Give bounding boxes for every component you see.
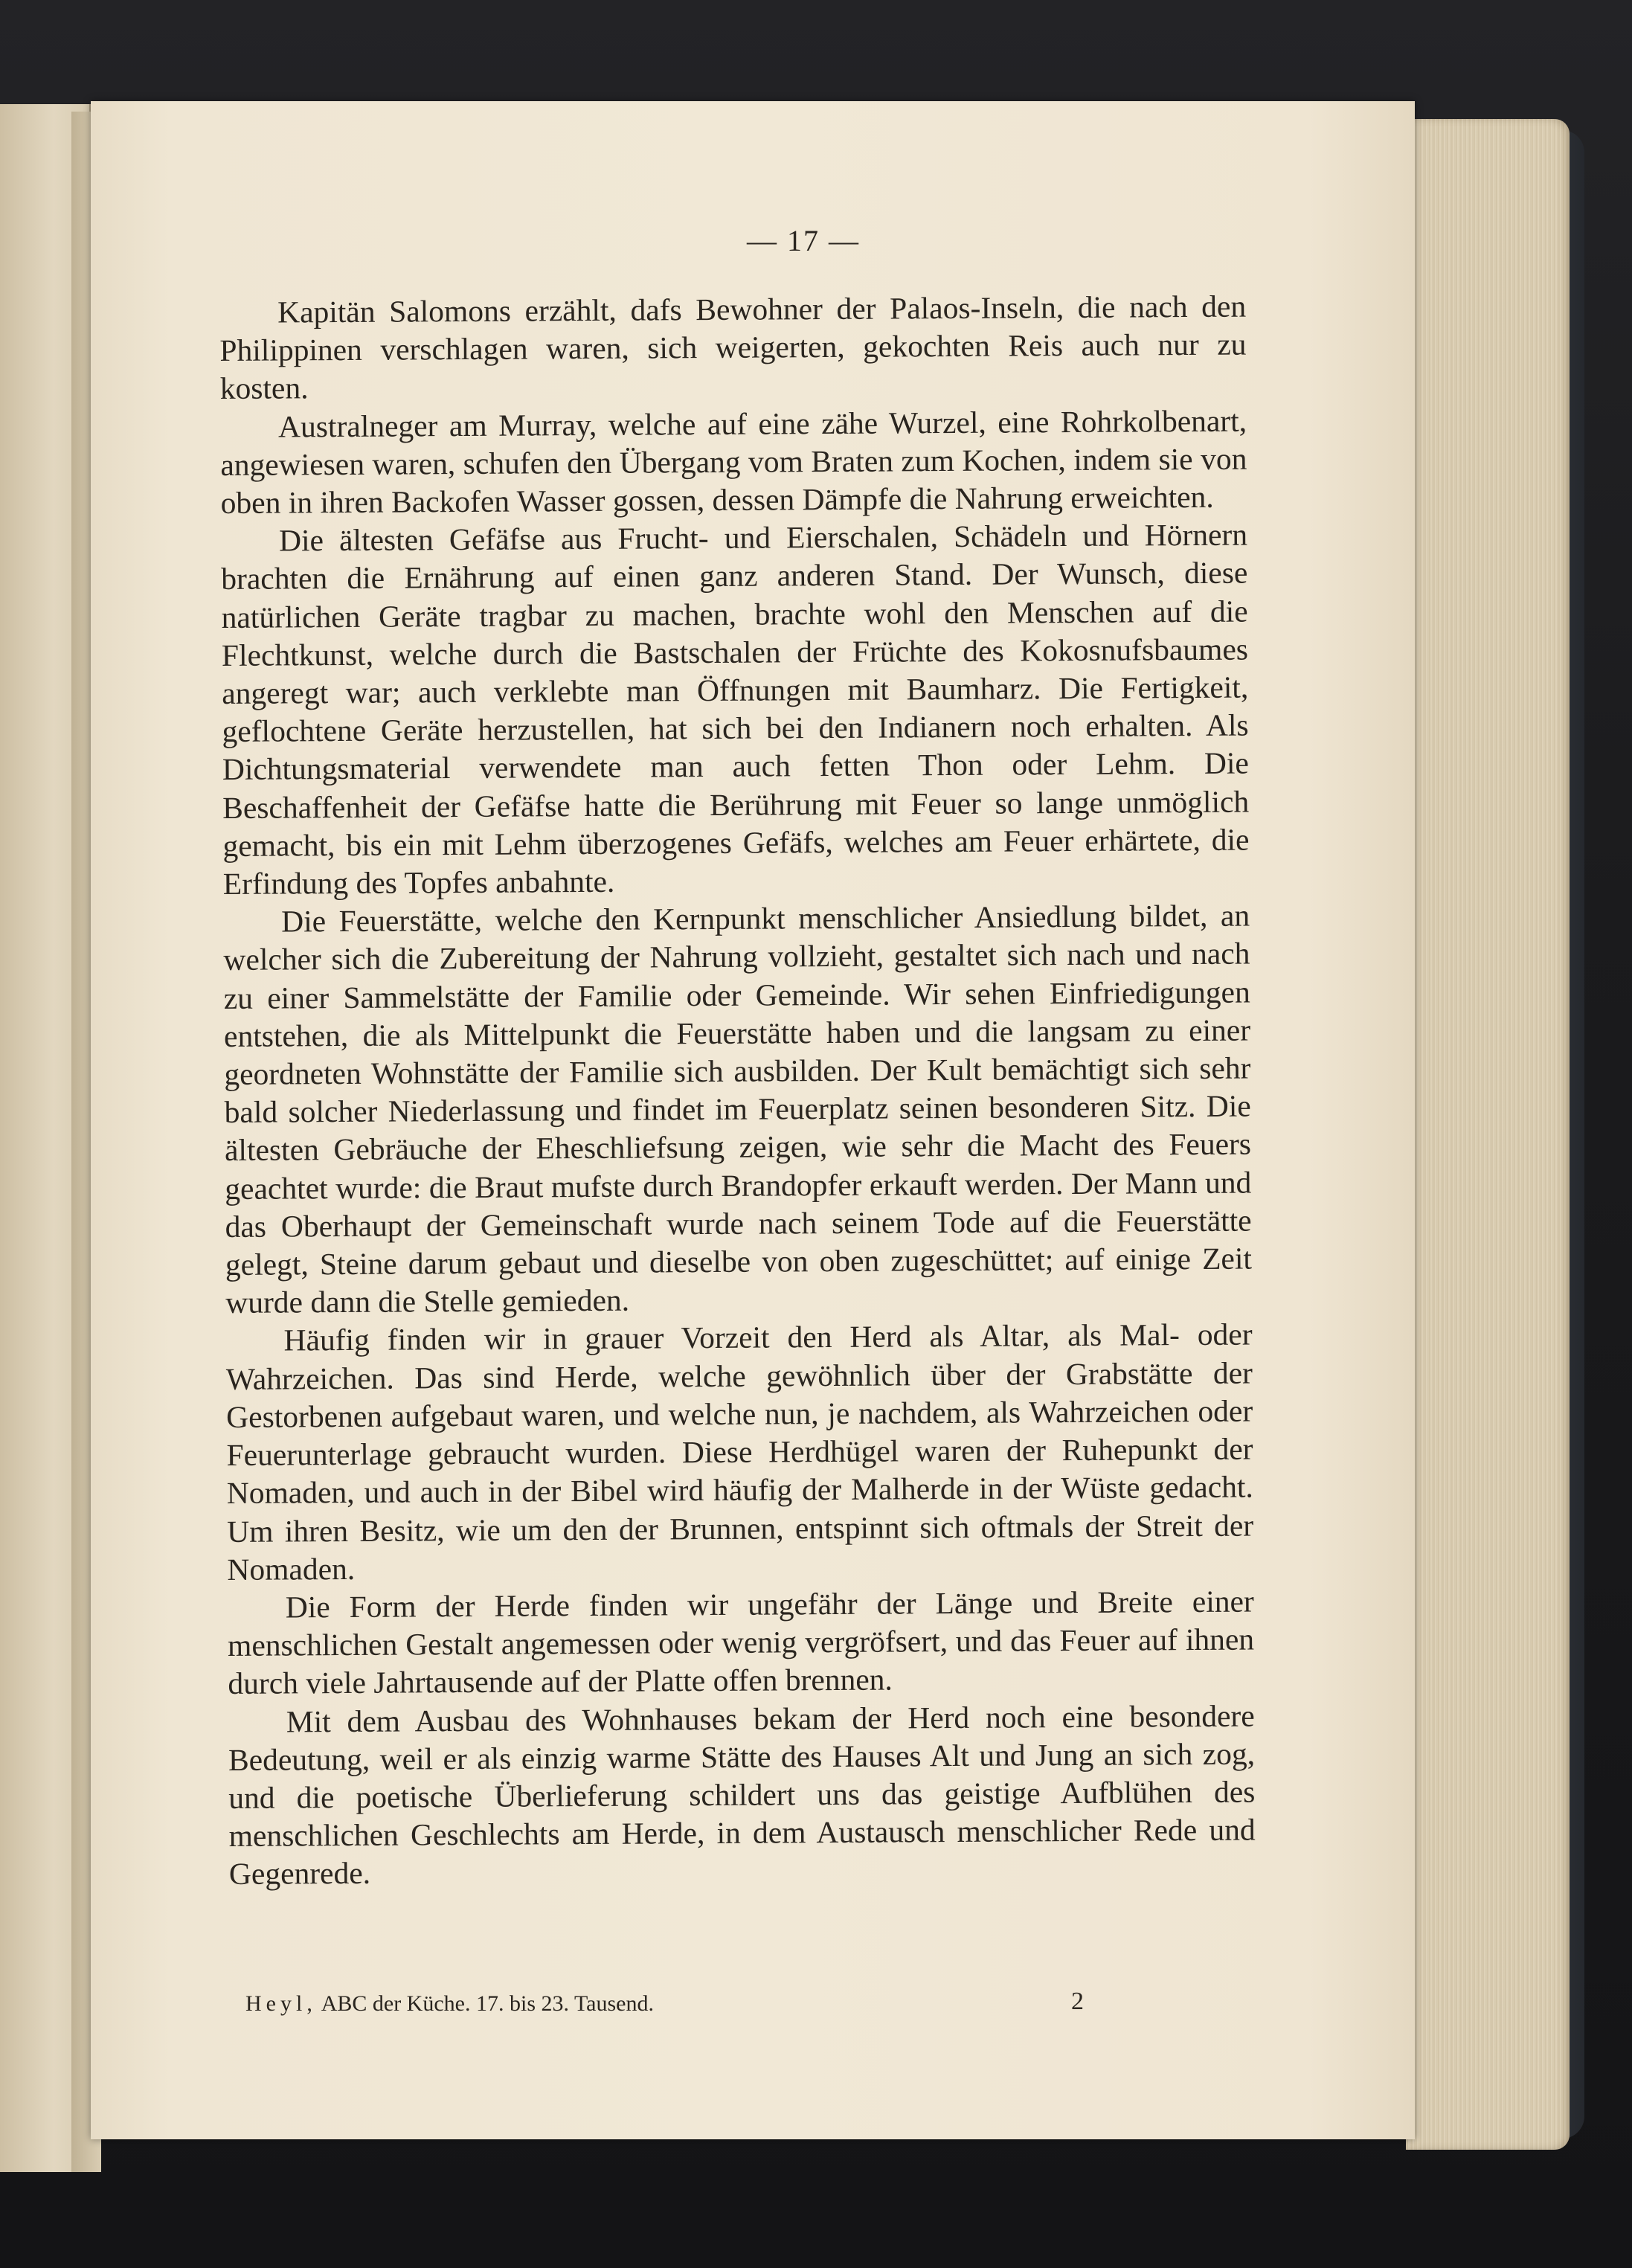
footer-title: ABC der Küche. xyxy=(321,1991,471,2016)
footer-author: Heyl, xyxy=(245,1991,317,2016)
footer-edition: 17. bis 23. Tausend. xyxy=(475,1991,654,2016)
book-page-edges xyxy=(1406,119,1570,2150)
paragraph: Die ältesten Gefäfse aus Frucht- und Eierschalen, Schädeln und Hörnern brachten die Ernährung auf einen ganz anderen Stand. Der Wunsch, diese natürlichen Geräte tragbar zu machen, brachte wohl den Menschen auf die Flechtkunst, welche durch die Bastschalen der Früchte des Kokosnufsbaumes angeregt war; auch verklebte man Öffnungen mit Baumharz. Die Fertigkeit, geflochtene Geräte herzustellen, hat sich bei den Indianern noch erhalten. Als Dichtungsmaterial verwendete man auch fetten Thon oder Lehm. Die Beschaffenheit der Gefäfse hatte die Berührung mit Feuer so lange unmöglich gemacht, bis ein mit Lehm überzogenes Gefäfs, welches am Feuer erhärtete, die Erfindung des Topfes anbahnte. xyxy=(221,517,1250,902)
paragraph: Die Form der Herde finden wir ungefähr der Länge und Breite einer menschlichen Gestalt angemessen oder wenig vergröfsert, und das Feuer auf ihnen durch viele Jahrtausende auf der Platte offen brennen. xyxy=(227,1584,1255,1701)
sheet-signature: 2 xyxy=(1071,1988,1084,2015)
paragraph: Mit dem Ausbau des Wohnhauses bekam der Herd noch eine besondere Bedeutung, weil er als einzig warme Stätte des Hauses Alt und Jung an sich zog, und die poetische Überlieferung schildert uns das geistige Aufblühen des menschlichen Geschlechts am Herde, in dem Austausch menschlicher Rede und Gegenrede. xyxy=(228,1698,1256,1892)
paragraph: Australneger am Murray, welche auf eine zähe Wurzel, eine Rohrkolbenart, angewiesen waren, schufen den Übergang vom Braten zum Kochen, indem sie von oben in ihren Backofen Wasser gossen, dessen Dämpfe die Nahrung erweichten. xyxy=(220,403,1247,521)
paragraph: Die Feuerstätte, welche den Kernpunkt menschlicher Ansiedlung bildet, an welcher sich die Zubereitung der Nahrung vollzieht, gestaltet sich nach und nach zu einer Sammelstätte der Familie oder Gemeinde. Wir sehen Einfriedigungen entstehen, die als Mittelpunkt die Feuerstätte haben und die langsam zu einer geordneten Wohnstätte der Familie sich ausbilden. Der Kult bemächtigt sich sehr bald solcher Niederlassung und findet im Feuerplatz seinen besonderen Sitz. Die ältesten Gebräuche der Eheschliefsung zeigen, wie sehr die Macht des Feuers geachtet wurde: die Braut mufste durch Brandopfer erkauft werden. Der Mann und das Oberhaupt der Gemeinschaft wurde nach seinem Tode auf die Feuerstätte gelegt, Steine darum gebaut und dieselbe von oben zugeschüttet; auf einige Zeit wurde dann die Stelle gemieden. xyxy=(223,898,1253,1320)
body-text xyxy=(219,288,1256,1894)
paragraph: Häufig finden wir in grauer Vorzeit den Herd als Altar, als Mal- oder Wahrzeichen. Das sind Herde, welche gewöhnlich über der Grabstätte der Gestorbenen aufgebaut waren, und welche nun, je nachdem, als Wahrzeichen oder Feuerunterlage gebraucht wurden. Diese Herdhügel waren der Ruhepunkt der Nomaden, und auch in der Bibel wird häufig der Malherde in der Wüste gedacht. Um ihren Besitz, wie um den der Brunnen, entspinnt sich oftmals der Streit der Nomaden. xyxy=(225,1317,1254,1587)
page-footer xyxy=(245,1991,1108,2017)
page-number: — 17 — xyxy=(747,224,860,257)
paragraph: Kapitän Salomons erzählt, dafs Bewohner der Palaos-Inseln, die nach den Philippinen verschlagen waren, sich weigerten, gekochten Reis auch nur zu kosten. xyxy=(219,289,1247,406)
